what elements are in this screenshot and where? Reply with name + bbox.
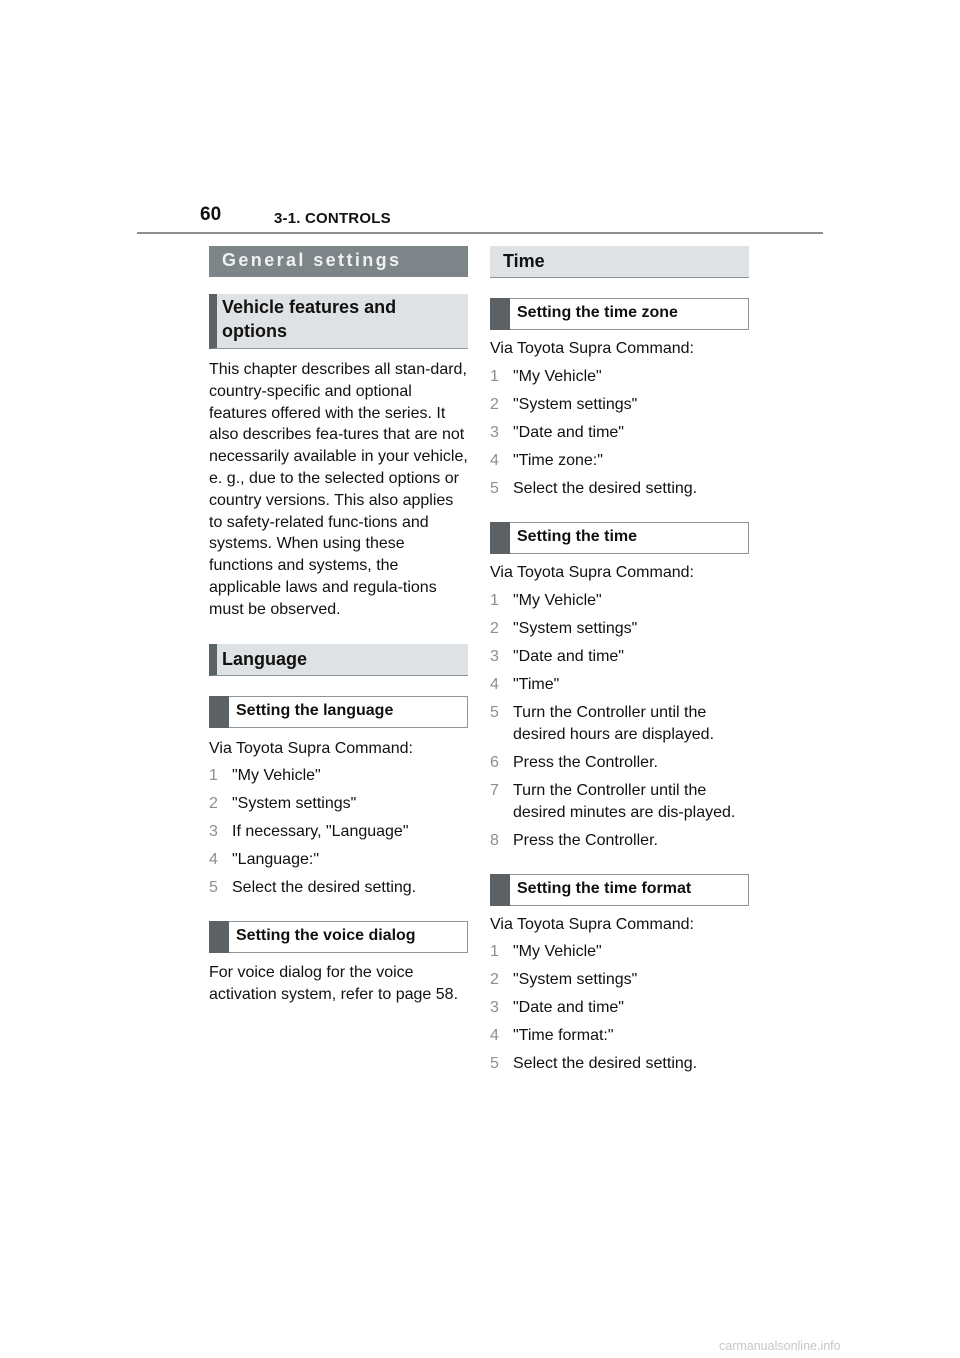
step-text: "Date and time" (513, 999, 624, 1017)
step-text: Press the Controller. (513, 753, 658, 771)
set-time-intro: Via Toyota Supra Command: (490, 563, 694, 581)
step-number: 5 (490, 703, 499, 721)
step-text: "System settings" (513, 395, 638, 413)
header-rule (137, 232, 823, 234)
step-number: 3 (209, 823, 218, 841)
step-text: "My Vehicle" (513, 367, 602, 385)
step-item (490, 590, 749, 612)
setting-language-steps (209, 765, 468, 899)
step-text: Select the desired setting. (513, 479, 698, 497)
step-number: 5 (490, 479, 499, 497)
setting-language-intro: Via Toyota Supra Command: (209, 739, 413, 757)
step-item (209, 765, 468, 787)
step-item (490, 450, 749, 472)
step-item (490, 941, 749, 963)
step-item (490, 752, 749, 774)
step-number: 3 (490, 647, 499, 665)
step-number: 1 (490, 591, 499, 609)
set-time-steps (490, 590, 749, 852)
step-item (209, 849, 468, 871)
time-format-heading: Setting the time format (490, 874, 749, 906)
step-text: "System settings" (232, 795, 357, 813)
step-item (490, 969, 749, 991)
step-text: Turn the Controller until the desired minutes are dis-played. (513, 781, 736, 821)
step-text: "Date and time" (513, 423, 624, 441)
step-number: 2 (490, 619, 499, 637)
step-item (209, 877, 468, 899)
step-number: 5 (209, 879, 218, 897)
time-zone-steps (490, 366, 749, 500)
step-text: "My Vehicle" (232, 767, 321, 785)
step-text: Select the desired setting. (513, 1055, 698, 1073)
left-column (209, 246, 468, 1006)
step-item (490, 1025, 749, 1047)
step-number: 4 (209, 851, 218, 869)
right-column (490, 246, 749, 1075)
step-number: 4 (490, 1027, 499, 1045)
step-number: 3 (490, 423, 499, 441)
step-item (490, 394, 749, 416)
step-number: 1 (490, 367, 499, 385)
step-item (209, 793, 468, 815)
set-time-heading: Setting the time (490, 522, 749, 554)
step-number: 4 (490, 675, 499, 693)
step-text: "My Vehicle" (513, 591, 602, 609)
time-format-steps (490, 941, 749, 1075)
step-item (490, 702, 749, 746)
step-text: "Time format:" (513, 1027, 614, 1045)
step-number: 1 (209, 767, 218, 785)
step-number: 1 (490, 943, 499, 961)
step-text: "Language:" (232, 851, 319, 869)
step-text: Select the desired setting. (232, 879, 417, 897)
step-text: "Time zone:" (513, 451, 603, 469)
vehicle-features-heading: Vehicle features and options (209, 294, 468, 349)
chapter-title: 3-1. CONTROLS (274, 210, 391, 227)
time-zone-intro: Via Toyota Supra Command: (490, 340, 694, 357)
step-item (490, 1053, 749, 1075)
time-heading: Time (490, 246, 749, 278)
page-number: 60 (200, 204, 222, 225)
voice-dialog-body: For voice dialog for the voice activation system, refer to page 58. (209, 964, 459, 1004)
step-number: 2 (490, 395, 499, 413)
language-heading: Language (209, 644, 468, 676)
step-item (490, 618, 749, 640)
time-format-intro: Via Toyota Supra Command: (490, 915, 694, 933)
step-item (490, 780, 749, 824)
step-item (490, 366, 749, 388)
step-item (490, 674, 749, 696)
voice-dialog-heading: Setting the voice dialog (209, 921, 468, 953)
step-item (490, 830, 749, 852)
step-item (490, 646, 749, 668)
step-item (209, 821, 468, 843)
footer-watermark: carmanualsonline.info (719, 1339, 841, 1353)
step-item (490, 422, 749, 444)
step-number: 7 (490, 781, 499, 799)
step-text: Turn the Controller until the desired hours are displayed. (513, 703, 715, 743)
step-number: 2 (490, 971, 499, 989)
vehicle-features-body: This chapter describes all stan-dard, country-specific and optional features offered with the series. It also describes fea-tures that are not necessarily available in your vehicle, e. g., due to the selected options or country versions. This also applies to safety-related func-tions and systems. When using these functions and systems, the applicable laws and regula-tions must be observed. (209, 361, 468, 618)
step-text: "System settings" (513, 619, 638, 637)
step-text: Press the Controller. (513, 831, 658, 849)
step-item (490, 997, 749, 1019)
step-item (490, 478, 749, 500)
step-number: 3 (490, 999, 499, 1017)
time-zone-heading: Setting the time zone (490, 298, 749, 330)
step-text: "Date and time" (513, 647, 624, 665)
step-number: 8 (490, 831, 499, 849)
step-number: 6 (490, 753, 499, 771)
setting-language-heading: Setting the language (209, 696, 468, 728)
general-settings-heading: General settings (209, 246, 468, 277)
step-text: "System settings" (513, 971, 638, 989)
step-number: 2 (209, 795, 218, 813)
step-text: "My Vehicle" (513, 943, 602, 961)
step-number: 4 (490, 451, 499, 469)
step-text: "Time" (513, 675, 560, 693)
step-text: If necessary, "Language" (232, 823, 409, 841)
step-number: 5 (490, 1055, 499, 1073)
